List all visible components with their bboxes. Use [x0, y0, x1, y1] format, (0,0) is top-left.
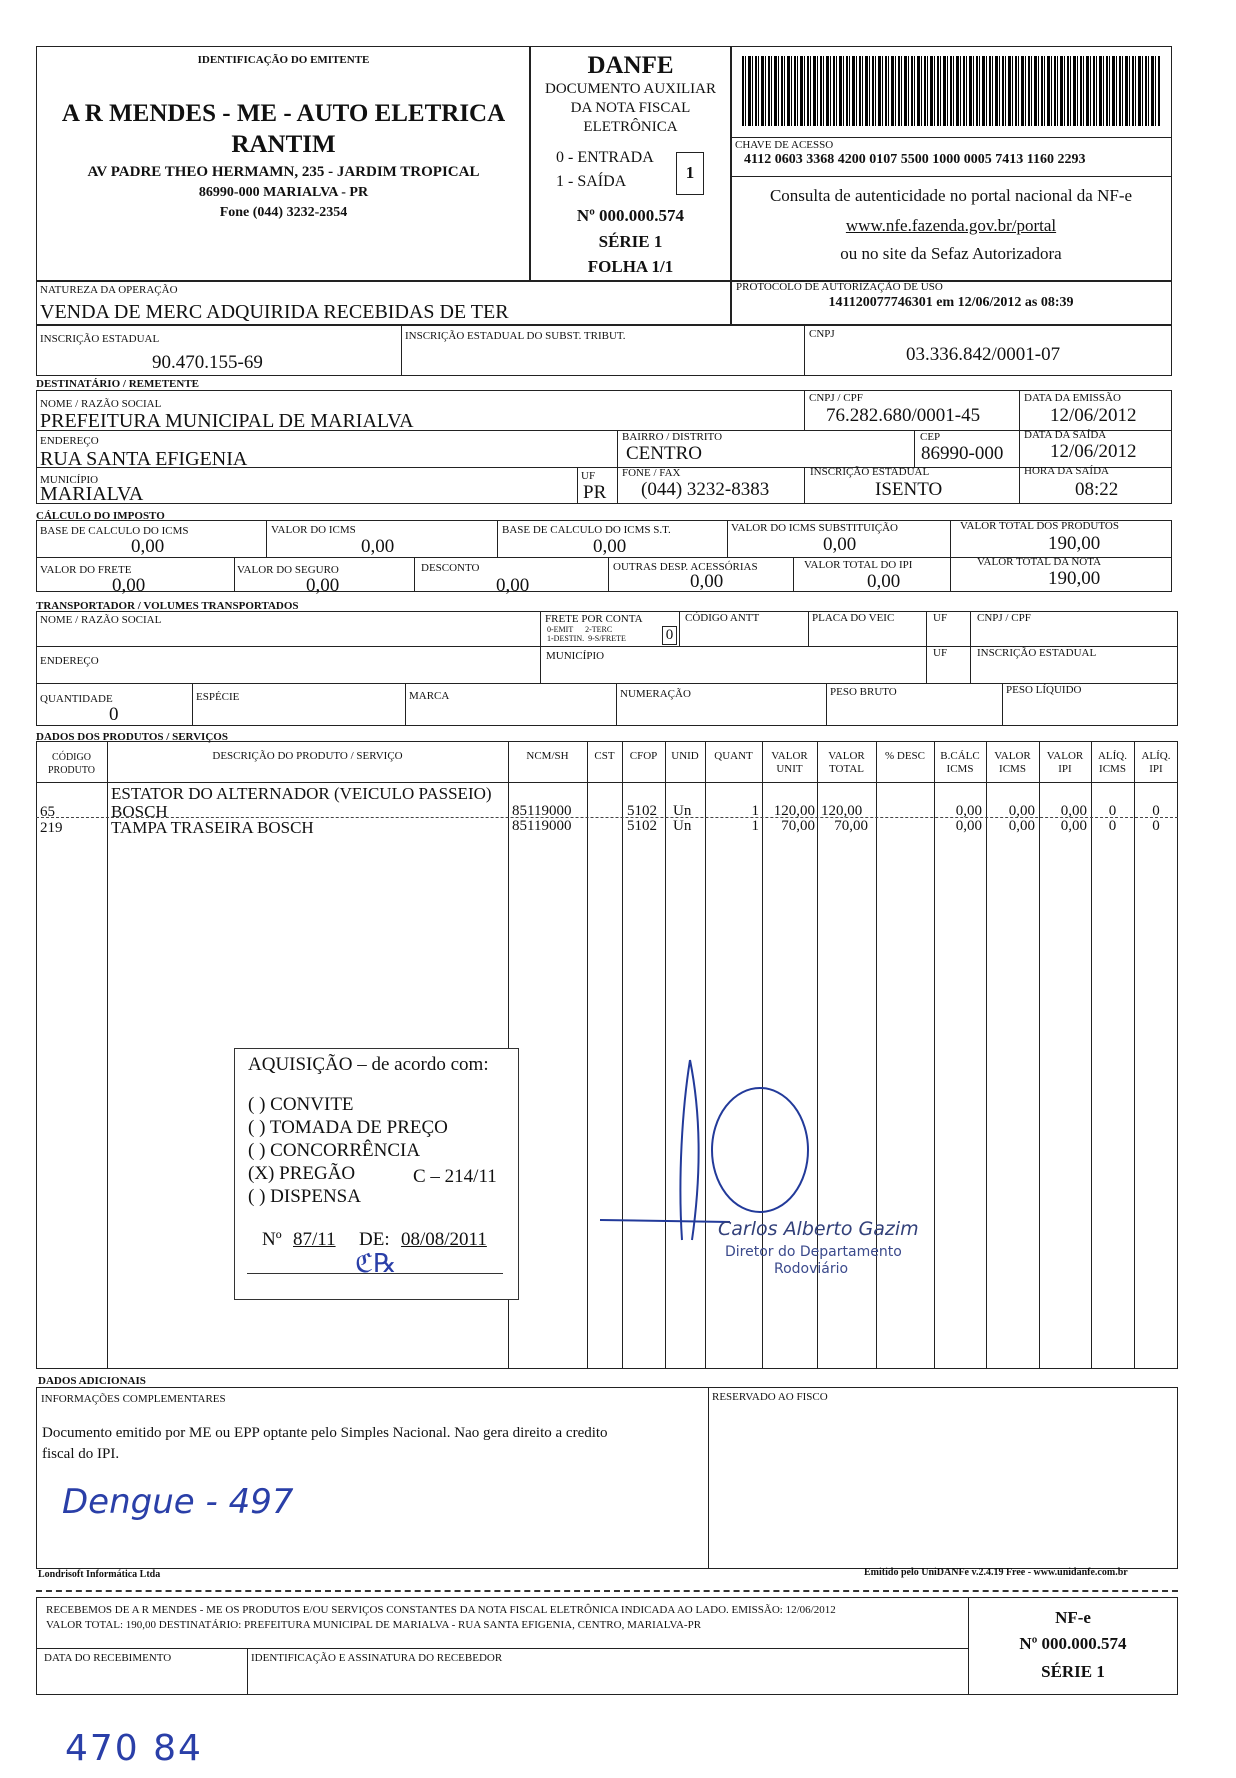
row1-vicms: 0,00	[1008, 803, 1035, 819]
canhoto-line1: RECEBEMOS DE A R MENDES - ME OS PRODUTOS E/OU SERVIÇOS CONSTANTES DA NOTA FISCAL ELETRÔNICA INDICADA AO LADO. EMISSÃO: 12/06/2012	[46, 1604, 836, 1616]
dest-cep: 86990-000	[921, 443, 1004, 464]
row2-vicms: 0,00	[1008, 818, 1035, 834]
hd-codigo: CÓDIGO PRODUTO	[47, 752, 96, 776]
outras-label: OUTRAS DESP. ACESSÓRIAS	[613, 561, 758, 573]
hd-unid: UNID	[671, 750, 699, 762]
dest-municipio: MARIALVA	[40, 483, 144, 505]
consulta-line1: Consulta de autenticidade no portal nacional da NF-e	[769, 186, 1133, 205]
danfe-tipo: 1	[676, 152, 704, 195]
dest-uf-label: UF	[581, 470, 596, 482]
fisco-label: RESERVADO AO FISCO	[712, 1391, 828, 1403]
emitente-phone: Fone (044) 3232-2354	[219, 205, 348, 220]
canhoto-data-label: DATA DO RECEBIMENTO	[44, 1652, 172, 1664]
dest-ie: ISENTO	[875, 479, 943, 500]
adicionais-box	[36, 1387, 1178, 1569]
imposto-section-label: CÁLCULO DO IMPOSTO	[36, 510, 165, 522]
handwritten-note: Dengue - 497	[62, 1482, 294, 1522]
transportador-section-label: TRANSPORTADOR / VOLUMES TRANSPORTADOS	[36, 600, 299, 612]
dest-uf: PR	[583, 482, 607, 503]
canhoto-line2: VALOR TOTAL: 190,00 DESTINATÁRIO: PREFEITURA MUNICIPAL DE MARIALVA - RUA SANTA EFIGENIA, CENTRO, MARIALVA-PR	[46, 1619, 702, 1631]
v-prod: 190,00	[1048, 533, 1101, 554]
dest-nome-label: NOME / RAZÃO SOCIAL	[40, 398, 162, 410]
danfe-numero: Nº 000.000.574	[576, 206, 685, 225]
bc-icms: 0,00	[131, 536, 165, 557]
row2-desc1: TAMPA TRASEIRA BOSCH	[111, 818, 314, 837]
dest-emissao-label: DATA DA EMISSÃO	[1024, 392, 1121, 404]
info-line1: Documento emitido por ME ou EPP optante pelo Simples Nacional. Nao gera direito a credito	[42, 1425, 608, 1441]
ie-st-label: INSCRIÇÃO ESTADUAL DO SUBST. TRIBUT.	[405, 330, 626, 342]
hd-cfop: CFOP	[629, 750, 658, 762]
stamp-numero: 87/11	[293, 1229, 336, 1250]
natureza-label: NATUREZA DA OPERAÇÃO	[40, 284, 178, 296]
row1-desc1: ESTATOR DO ALTERNADOR (VEICULO PASSEIO)	[111, 784, 492, 803]
transp-nome-label: NOME / RAZÃO SOCIAL	[40, 614, 162, 626]
row2-aliqicms: 0	[1108, 818, 1117, 834]
emitente-address: AV PADRE THEO HERMAMN, 235 - JARDIM TROPICAL	[87, 164, 480, 180]
dest-saida-label: DATA DA SAÍDA	[1024, 429, 1107, 441]
frete-value: 0	[662, 626, 677, 645]
dest-bairro-label: BAIRRO / DISTRITO	[622, 431, 723, 443]
hd-vicms: VALOR ICMS	[994, 750, 1031, 775]
row2-ncm: 85119000	[512, 818, 572, 834]
dest-fone-label: FONE / FAX	[622, 467, 681, 479]
v-st-label: VALOR DO ICMS SUBSTITUIÇÃO	[731, 522, 898, 534]
protocolo-value: 141120077746301 em 12/06/2012 as 08:39	[828, 295, 1074, 310]
v-st: 0,00	[823, 534, 857, 555]
transp-uf-label: UF	[933, 612, 948, 624]
emitente-city: 86990-000 MARIALVA - PR	[198, 185, 369, 200]
row2-quant: 1	[751, 818, 759, 834]
stamp-title: AQUISIÇÃO – de acordo com:	[248, 1054, 489, 1075]
frete: 0,00	[112, 575, 146, 596]
stamp-concorrencia: ( ) CONCORRÊNCIA	[248, 1140, 421, 1161]
canhoto-nfe: NF-e	[1055, 1608, 1091, 1627]
v-prod-label: VALOR TOTAL DOS PRODUTOS	[960, 520, 1119, 532]
row1-aliqicms: 0	[1108, 803, 1117, 819]
emitente-name-line1: A R MENDES - ME - AUTO ELETRICA	[61, 100, 506, 127]
bc-icms-label: BASE DE CALCULO DO ICMS	[40, 525, 189, 537]
dest-fone: (044) 3232-8383	[641, 479, 770, 500]
produtos-section-label: DADOS DOS PRODUTOS / SERVIÇOS	[36, 731, 228, 743]
dest-cep-label: CEP	[920, 431, 941, 443]
row1-codigo: 65	[40, 804, 55, 820]
danfe-saida: 1 - SAÍDA	[556, 173, 627, 190]
hd-desc: % DESC	[884, 750, 926, 762]
outras: 0,00	[690, 571, 724, 592]
peso-bruto-label: PESO BRUTO	[830, 686, 897, 698]
hd-bcicms: B.CÁLC ICMS	[940, 750, 980, 775]
seguro: 0,00	[306, 575, 340, 596]
dest-bairro: CENTRO	[626, 443, 702, 464]
row2-vtotal: 70,00	[834, 818, 868, 834]
frete-opts2: 1-DESTIN. 9-S/FRETE	[547, 634, 626, 643]
especie-label: ESPÉCIE	[196, 691, 240, 703]
danfe-serie: SÉRIE 1	[598, 232, 663, 251]
row2-vunit: 70,00	[781, 818, 815, 834]
bc-st-label: BASE DE CALCULO DO ICMS S.T.	[502, 524, 671, 536]
v-icms-label: VALOR DO ICMS	[271, 524, 356, 536]
bc-st: 0,00	[593, 536, 627, 557]
signature-name: Carlos Alberto Gazim	[718, 1218, 919, 1240]
ie-value: 90.470.155-69	[152, 352, 263, 373]
row1-cfop: 5102	[627, 803, 657, 819]
cut-line	[36, 1590, 1178, 1592]
dest-municipio-label: MUNICÍPIO	[40, 474, 99, 486]
chave-value: 4112 0603 3368 4200 0107 5500 1000 0005 7413 1160 2293	[744, 152, 1086, 167]
row1-quant: 1	[751, 803, 759, 819]
hd-aliqicms: ALÍQ. ICMS	[1097, 750, 1128, 775]
cnpj-value: 03.336.842/0001-07	[906, 344, 1061, 365]
stamp-numero-label: Nº	[262, 1229, 282, 1250]
row1-vunit: 120,00	[773, 803, 815, 819]
dest-endereco: RUA SANTA EFIGENIA	[40, 448, 248, 470]
barcode-image	[742, 56, 1160, 126]
page-note: 470 84	[65, 1728, 203, 1769]
qtd-label: QUANTIDADE	[40, 693, 113, 705]
emitente-section-label: IDENTIFICAÇÃO DO EMITENTE	[197, 54, 370, 66]
footer-left: Londrisoft Informática Ltda	[38, 1569, 161, 1580]
danfe-sub2: DA NOTA FISCAL	[570, 100, 691, 116]
dest-saida: 12/06/2012	[1050, 441, 1137, 462]
dest-endereco-label: ENDEREÇO	[40, 435, 99, 447]
chave-label: CHAVE DE ACESSO	[735, 139, 834, 151]
hd-vipi: VALOR IPI	[1046, 750, 1084, 775]
ie-label: INSCRIÇÃO ESTADUAL	[40, 333, 160, 345]
danfe-folha: FOLHA 1/1	[587, 257, 674, 276]
transp-cnpj-label: CNPJ / CPF	[977, 612, 1031, 624]
ipi-label: VALOR TOTAL DO IPI	[804, 559, 913, 571]
danfe-entrada: 0 - ENTRADA	[556, 149, 654, 166]
stamp-pregao-ref: C – 214/11	[413, 1166, 497, 1187]
hd-aliqipi: ALÍQ. IPI	[1141, 750, 1171, 775]
hd-vunit: VALOR UNIT	[771, 750, 808, 775]
hd-quant: QUANT	[714, 750, 753, 762]
numeracao-label: NUMERAÇÃO	[620, 688, 691, 700]
natureza-value: VENDA DE MERC ADQUIRIDA RECEBIDAS DE TER	[40, 301, 509, 323]
row1-desc2: BOSCH	[111, 802, 168, 821]
protocolo-label: PROTOCOLO DE AUTORIZAÇÃO DE USO	[736, 281, 943, 293]
placa-label: PLACA DO VEIC	[812, 612, 895, 624]
antt-label: CÓDIGO ANTT	[685, 612, 760, 624]
dest-ie-label: INSCRIÇÃO ESTADUAL	[810, 466, 930, 478]
stamp-tomada: ( ) TOMADA DE PREÇO	[248, 1117, 448, 1138]
v-nota-label: VALOR TOTAL DA NOTA	[977, 556, 1102, 568]
frete-label: VALOR DO FRETE	[40, 564, 132, 576]
hd-ncm: NCM/SH	[526, 750, 569, 762]
danfe-title: DANFE	[587, 52, 674, 79]
consulta-portal-link[interactable]: www.nfe.fazenda.gov.br/portal	[845, 216, 1057, 235]
marca-label: MARCA	[409, 690, 450, 702]
stamp-convite: ( ) CONVITE	[248, 1094, 354, 1115]
aquisicao-stamp	[234, 1048, 519, 1300]
dest-emissao: 12/06/2012	[1050, 405, 1137, 426]
stamp-dispensa: ( ) DISPENSA	[248, 1186, 361, 1207]
canhoto-assin-label: IDENTIFICAÇÃO E ASSINATURA DO RECEBEDOR	[251, 1652, 503, 1664]
dest-cnpj: 76.282.680/0001-45	[826, 405, 981, 426]
stamp-data: 08/08/2011	[401, 1229, 487, 1250]
danfe-sub3: ELETRÔNICA	[583, 119, 678, 135]
transp-uf2-label: UF	[933, 647, 948, 659]
hd-vtotal: VALOR TOTAL	[828, 750, 865, 775]
emitente-name-line2: RANTIM	[231, 131, 336, 158]
peso-liquido-label: PESO LÍQUIDO	[1006, 684, 1082, 696]
signature-title1: Diretor do Departamento	[725, 1244, 902, 1260]
info-label: INFORMAÇÕES COMPLEMENTARES	[41, 1393, 226, 1405]
consulta-line3: ou no site da Sefaz Autorizadora	[840, 244, 1062, 263]
stamp-pregao: (X) PREGÃO	[248, 1163, 356, 1184]
dest-hora-label: HORA DA SAÍDA	[1024, 465, 1109, 477]
frete-opts1: 0-EMIT 2-TERC	[547, 625, 613, 634]
frete-conta-label: FRETE POR CONTA	[545, 613, 643, 625]
info-line2: fiscal do IPI.	[42, 1446, 120, 1462]
row1-vtotal: 120,00	[821, 803, 863, 819]
stamp-data-label: DE:	[359, 1229, 390, 1250]
hd-descricao: DESCRIÇÃO DO PRODUTO / SERVIÇO	[212, 750, 403, 762]
ipi: 0,00	[867, 571, 901, 592]
cnpj-label: CNPJ	[809, 328, 835, 340]
row2-vipi: 0,00	[1060, 818, 1087, 834]
transp-municipio-label: MUNICÍPIO	[546, 650, 605, 662]
transp-endereco-label: ENDEREÇO	[40, 655, 99, 667]
stamp-initials: ℭ℞	[355, 1249, 397, 1279]
hd-cst: CST	[594, 750, 615, 762]
destinatario-section-label: DESTINATÁRIO / REMETENTE	[36, 378, 199, 390]
row1-vipi: 0,00	[1060, 803, 1087, 819]
desconto-label: DESCONTO	[421, 562, 480, 574]
dest-hora: 08:22	[1075, 479, 1119, 500]
row2-aliqipi: 0	[1152, 818, 1160, 834]
row2-bcicms: 0,00	[955, 818, 982, 834]
footer-right: Emitido pelo UniDANFe v.2.4.19 Free - www.unidanfe.com.br	[864, 1567, 1128, 1578]
row2-cfop: 5102	[627, 818, 657, 834]
canhoto-serie: SÉRIE 1	[1041, 1662, 1105, 1681]
desconto: 0,00	[496, 575, 530, 596]
row2-unid: Un	[673, 818, 692, 834]
seguro-label: VALOR DO SEGURO	[237, 564, 339, 576]
v-icms: 0,00	[361, 536, 395, 557]
v-nota: 190,00	[1048, 568, 1101, 589]
dest-nome: PREFEITURA MUNICIPAL DE MARIALVA	[40, 410, 414, 432]
row2-codigo: 219	[40, 820, 63, 836]
row1-unid: Un	[673, 803, 692, 819]
adicionais-section-label: DADOS ADICIONAIS	[38, 1375, 146, 1387]
qtd-value: 0	[109, 704, 119, 725]
signature-title2: Rodoviário	[774, 1261, 849, 1277]
danfe-sub1: DOCUMENTO AUXILIAR	[545, 81, 716, 97]
transp-ie-label: INSCRIÇÃO ESTADUAL	[977, 647, 1097, 659]
row1-aliqipi: 0	[1152, 803, 1160, 819]
canhoto-numero: Nº 000.000.574	[1019, 1634, 1127, 1653]
row1-ncm: 85119000	[512, 803, 572, 819]
row1-bcicms: 0,00	[955, 803, 982, 819]
dest-cnpj-label: CNPJ / CPF	[809, 392, 863, 404]
